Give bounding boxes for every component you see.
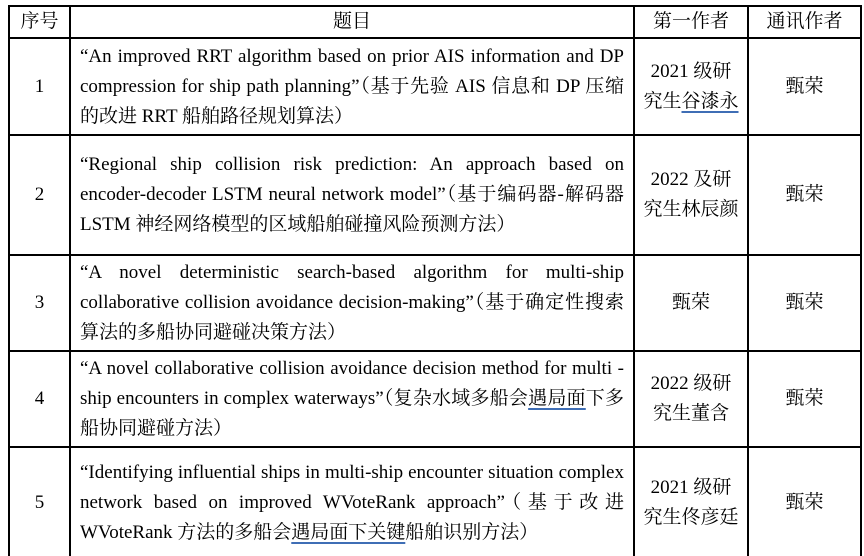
cell-corresponding-author: 甄荣 bbox=[748, 255, 861, 351]
table-row bbox=[9, 351, 861, 447]
cell-corresponding-author: 甄荣 bbox=[748, 38, 861, 135]
cell-title bbox=[70, 135, 634, 255]
cell-corresponding-author: 甄荣 bbox=[748, 351, 861, 447]
cell-index: 5 bbox=[9, 447, 70, 556]
cell-title bbox=[70, 447, 634, 556]
text-segment: “A novel collaborative collision avoidance decision method for multi -ship encounters in complex waterways”（复杂水域多船会 bbox=[80, 358, 624, 409]
table-body bbox=[9, 38, 861, 556]
header-corresponding-author: 通讯作者 bbox=[748, 6, 861, 38]
cell-first-author bbox=[634, 135, 748, 255]
table-row bbox=[9, 255, 861, 351]
header-first-author: 第一作者 bbox=[634, 6, 748, 38]
text-segment: 船舶识别方法） bbox=[405, 522, 539, 543]
text-segment: 下多船协同避碰方法） bbox=[80, 388, 624, 439]
table-row bbox=[9, 135, 861, 255]
text-segment: “Regional ship collision risk prediction: An approach based on encoder-decoder LSTM neural network model”（基于编码器-解码器 LSTM 神经网络模型的区域船舶碰撞风险预测方法） bbox=[80, 154, 624, 235]
cell-first-author bbox=[634, 255, 748, 351]
table-header-row bbox=[9, 6, 861, 38]
publications-table bbox=[8, 5, 862, 556]
underlined-text: 遇局面下关键 bbox=[291, 522, 406, 543]
underlined-text: 谷漆永 bbox=[681, 90, 739, 112]
cell-index: 4 bbox=[9, 351, 70, 447]
cell-title bbox=[70, 38, 634, 135]
cell-corresponding-author: 甄荣 bbox=[748, 447, 861, 556]
text-segment: “A novel deterministic search-based algorithm for multi-ship collaborative collision avoidance decision-making”（基于确定性搜索算法的多船协同避碰决策方法） bbox=[80, 262, 624, 343]
table-row bbox=[9, 38, 861, 135]
header-title: 题目 bbox=[70, 6, 634, 38]
text-segment: “An improved RRT algorithm based on prior AIS information and DP compression for ship path planning”（基于先验 AIS 信息和 DP 压缩的改进 RRT 船舶路径规划算法） bbox=[80, 45, 624, 127]
text-segment: 2021 级研究生 bbox=[643, 60, 732, 112]
text-segment: 2022 及研究生林辰颜 bbox=[643, 169, 739, 220]
cell-first-author bbox=[634, 351, 748, 447]
underlined-text: 遇局面 bbox=[528, 388, 586, 409]
header-no: 序号 bbox=[9, 6, 70, 38]
cell-first-author bbox=[634, 38, 748, 135]
text-segment: 2022 级研究生董含 bbox=[650, 373, 732, 424]
text-segment: 甄荣 bbox=[671, 292, 710, 313]
cell-first-author bbox=[634, 447, 748, 556]
cell-index: 3 bbox=[9, 255, 70, 351]
cell-corresponding-author: 甄荣 bbox=[748, 135, 861, 255]
text-segment: “Identifying influential ships in multi-ship encounter situation complex network based on improved WVoteRank approach”（基于改进 WVoteRank 方法的多船会 bbox=[80, 462, 624, 543]
cell-title bbox=[70, 351, 634, 447]
cell-index: 2 bbox=[9, 135, 70, 255]
text-segment: 2021 级研究生佟彦廷 bbox=[643, 477, 739, 528]
cell-index: 1 bbox=[9, 38, 70, 135]
table-row bbox=[9, 447, 861, 556]
cell-title bbox=[70, 255, 634, 351]
